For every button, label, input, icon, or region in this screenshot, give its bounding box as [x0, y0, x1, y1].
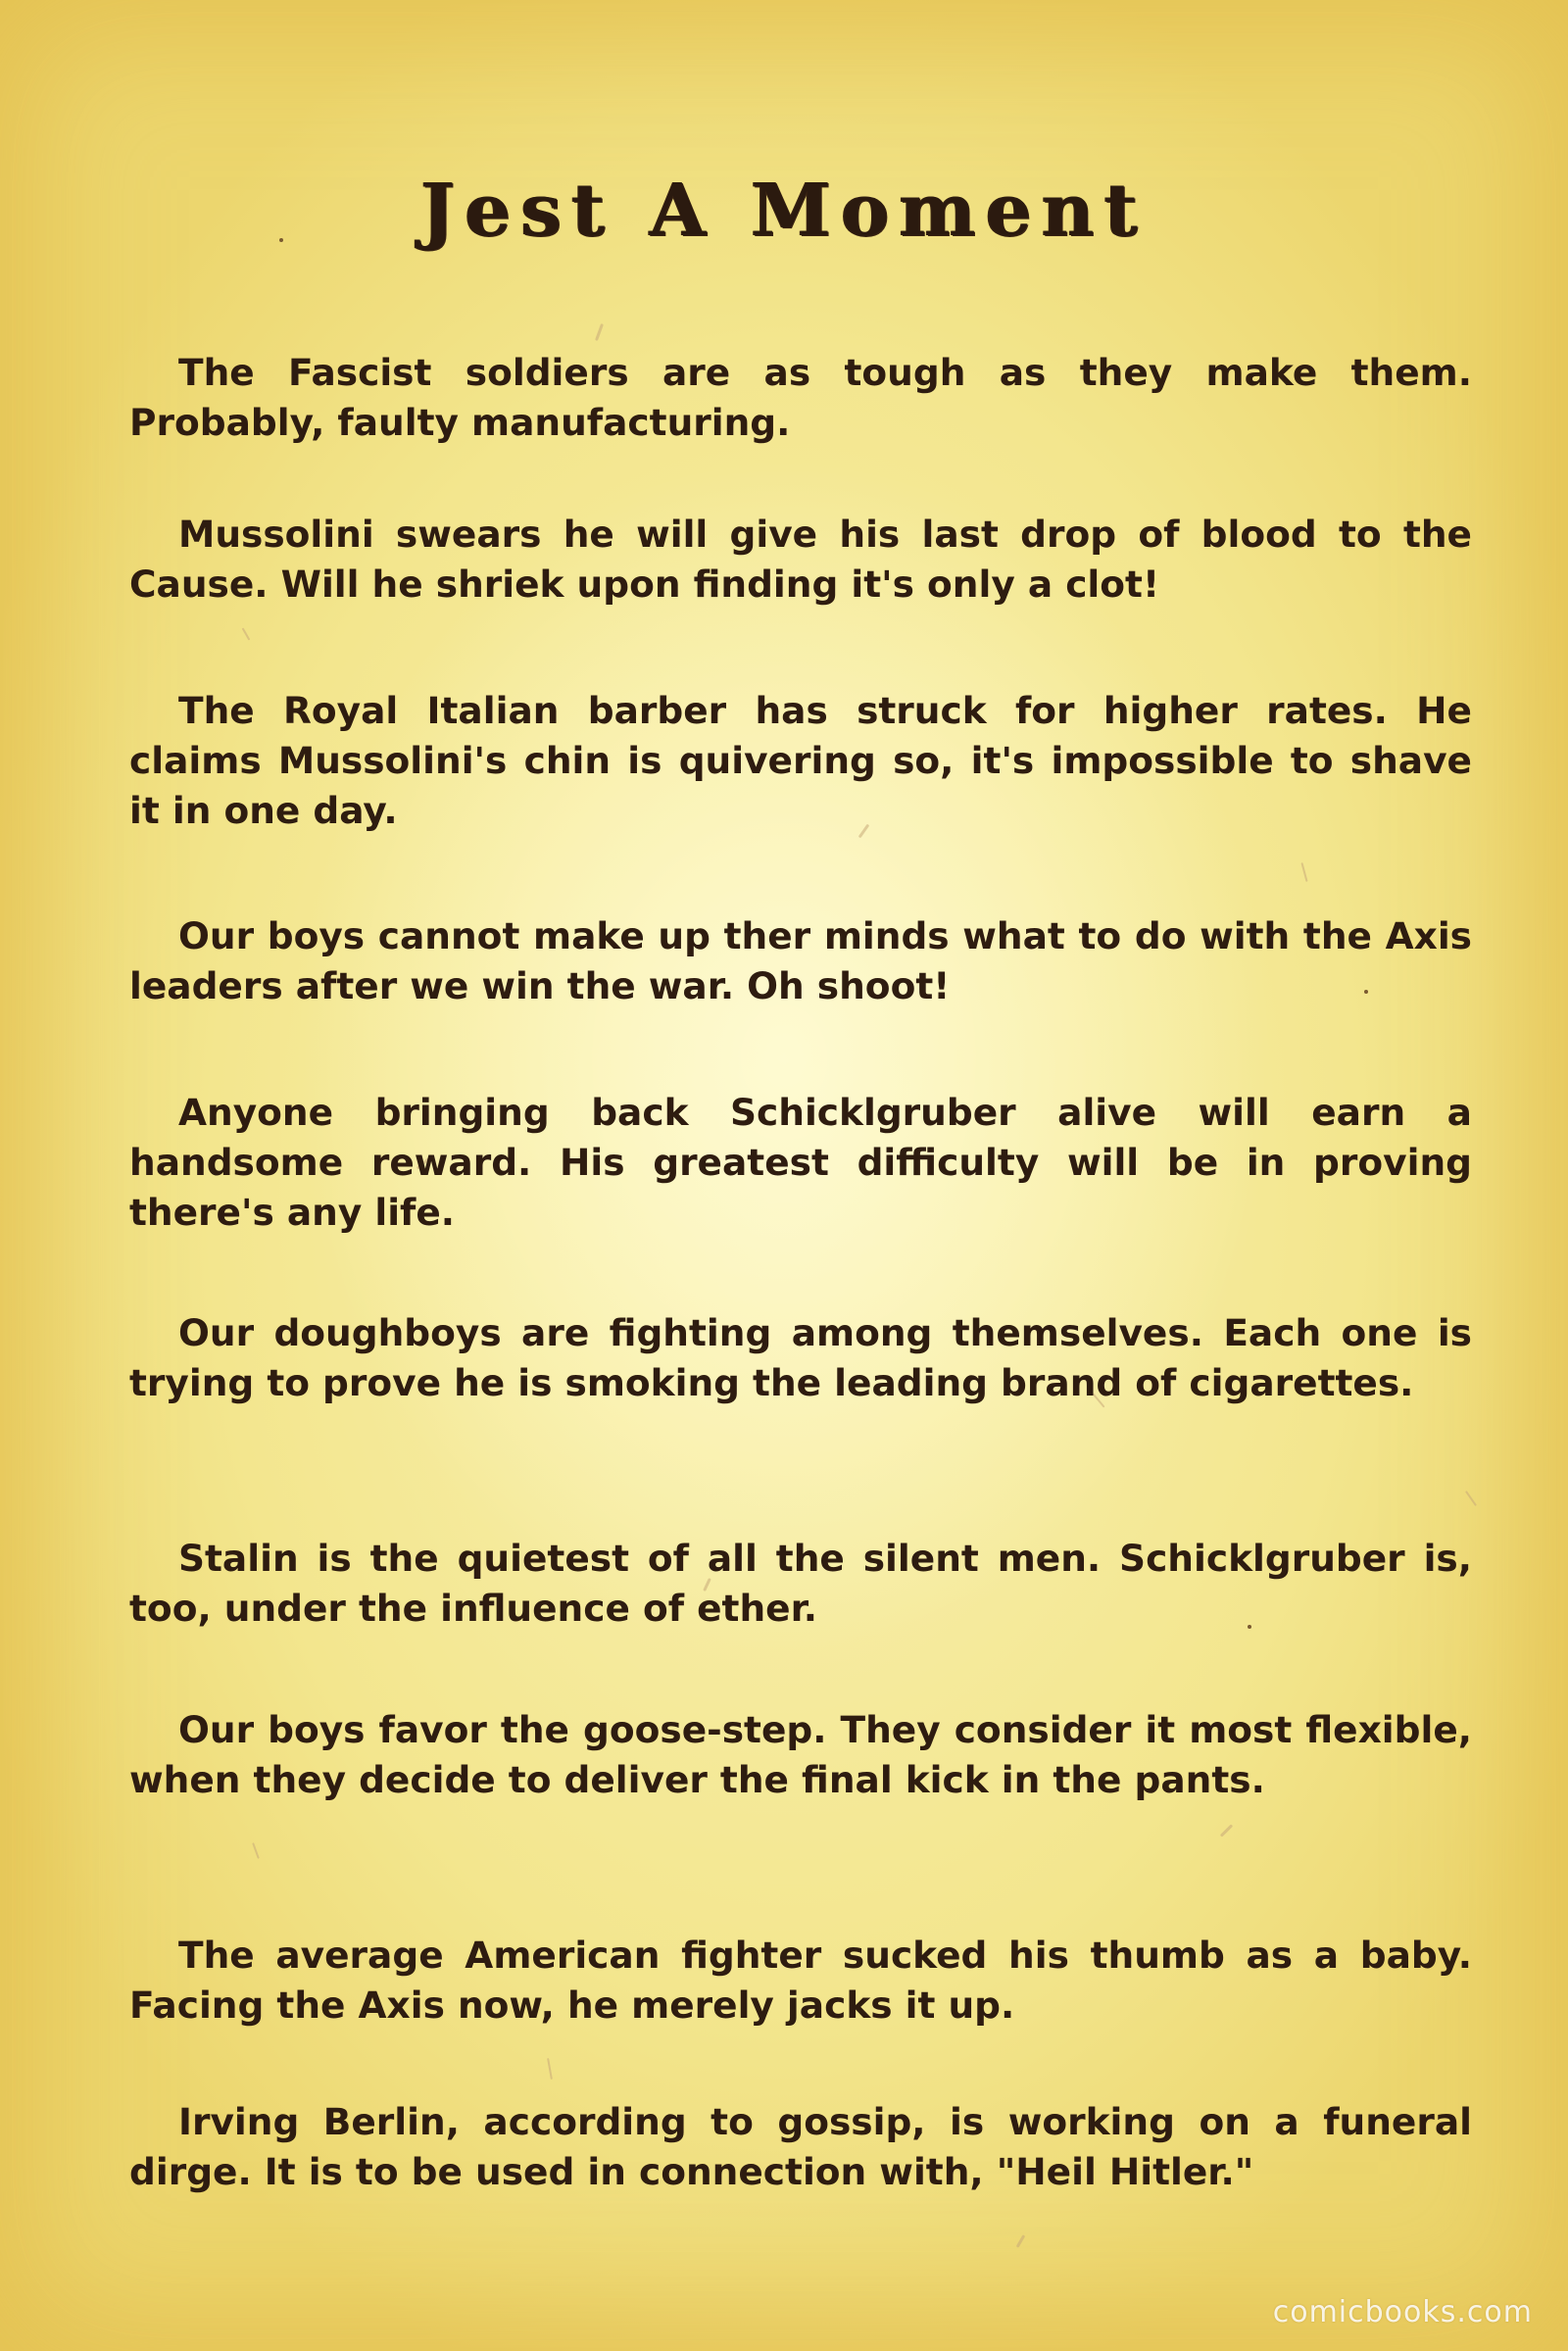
paragraph-text: Stalin is the quietest of all the silent men. Schicklgruber is, too, under the influence of ether.	[129, 1537, 1472, 1630]
paper-fleck	[1220, 1824, 1233, 1837]
paper-fleck	[1300, 862, 1307, 882]
paragraph-text: Our boys favor the goose-step. They consider it most flexible, when they decide to deliver the final kick in the pants.	[129, 1708, 1472, 1801]
paper-fleck	[547, 2058, 553, 2080]
paragraph-text: The average American fighter sucked his thumb as a baby. Facing the Axis now, he merely jacks it up.	[129, 1934, 1472, 2027]
watermark-text: comicbooks.com	[1272, 2295, 1533, 2329]
joke-paragraph-8	[129, 1705, 1472, 1805]
paragraph-text: The Royal Italian barber has struck for higher rates. He claims Mussolini's chin is quivering so, it's impossible to shave it in one day.	[129, 689, 1472, 832]
paragraph-text: Irving Berlin, according to gossip, is working on a funeral dirge. It is to be used in connection with, "Heil Hitler."	[129, 2100, 1472, 2193]
page-title: Jest A Moment	[420, 169, 1148, 253]
joke-paragraph-10	[129, 2097, 1472, 2197]
joke-paragraph-1	[129, 348, 1472, 448]
paragraph-text: Our doughboys are fighting among themselves. Each one is trying to prove he is smoking the leading brand of cigarettes.	[129, 1311, 1472, 1404]
paragraph-text: The Fascist soldiers are as tough as they make them. Probably, faulty manufacturing.	[129, 351, 1472, 444]
paper-fleck	[1465, 1491, 1477, 1506]
paper-fleck	[595, 323, 604, 341]
joke-paragraph-4	[129, 911, 1472, 1011]
paper-fleck	[252, 1842, 260, 1859]
paper-fleck	[242, 627, 251, 640]
joke-paragraph-6	[129, 1308, 1472, 1408]
joke-paragraph-5	[129, 1088, 1472, 1238]
joke-paragraph-7	[129, 1534, 1472, 1634]
paragraph-text: Anyone bringing back Schicklgruber alive will earn a handsome reward. His greatest difficulty will be in proving there's any life.	[129, 1091, 1472, 1234]
paragraph-text: Mussolini swears he will give his last drop of blood to the Cause. Will he shriek upon finding it's only a clot!	[129, 513, 1472, 606]
joke-paragraph-9	[129, 1931, 1472, 2031]
paragraph-text: Our boys cannot make up ther minds what to do with the Axis leaders after we win the war. Oh shoot!	[129, 914, 1472, 1007]
paper-fleck	[1016, 2234, 1026, 2248]
joke-paragraph-3	[129, 686, 1472, 836]
joke-paragraph-2	[129, 510, 1472, 610]
